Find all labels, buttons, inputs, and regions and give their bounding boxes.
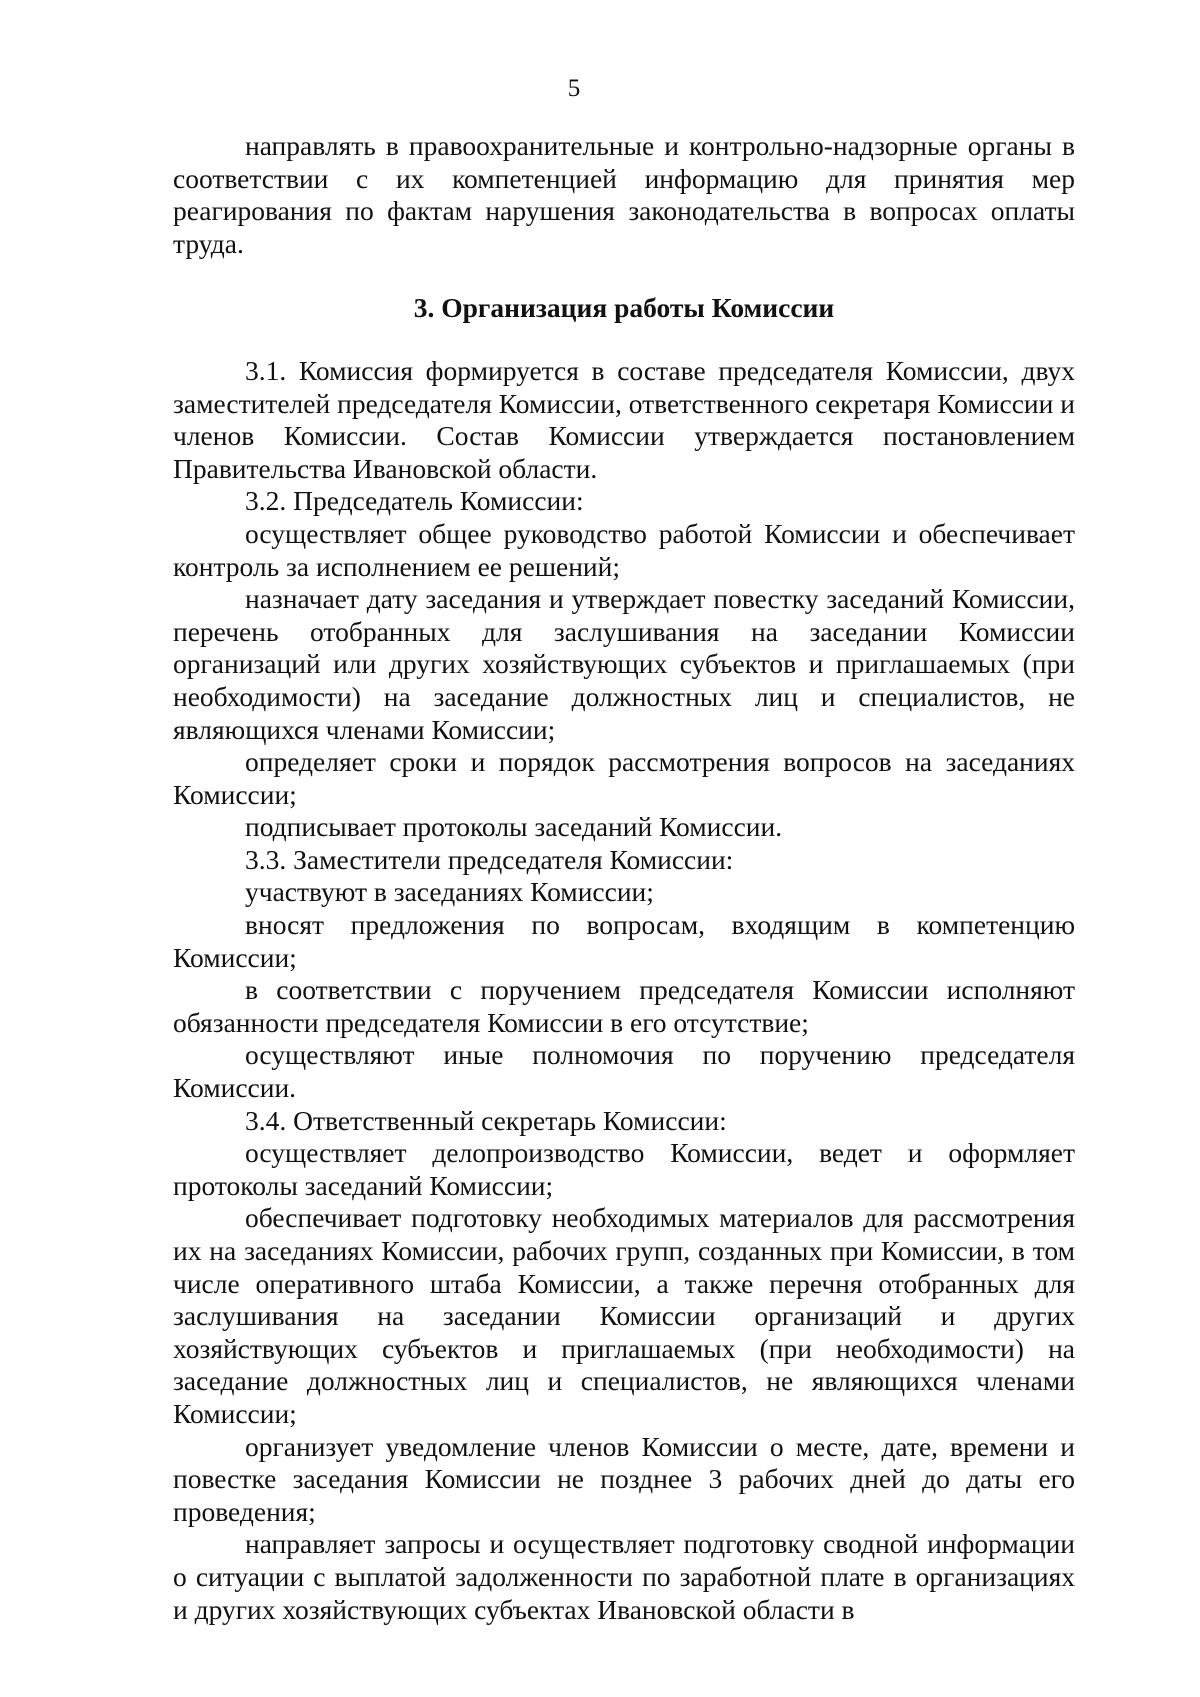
document-body [173,130,1075,1626]
paragraph: подписывает протоколы заседаний Комиссии. [245,811,783,843]
page-number: 5 [567,75,581,102]
paragraph: осуществляют иные полномочия по поручению председателя Комиссии. [173,1039,1075,1104]
paragraph: 3.2. Председатель Комиссии: [245,485,584,517]
section-title: 3. Организация работы Комиссии [413,292,835,324]
paragraph: участвуют в заседаниях Комиссии; [245,876,654,908]
paragraph: осуществляет делопроизводство Комиссии, ведет и оформляет протоколы заседаний Комиссии; [173,1137,1075,1201]
paragraph: организует уведомление членов Комиссии о месте, дате, времени и повестке заседания Комиссии не позднее 3 рабочих дней до даты его проведения; [173,1430,1075,1527]
paragraph: направляет запросы и осуществляет подготовку сводной информации о ситуации с выплатой задолженности по заработной плате в организациях и других хозяйствующих субъектах Ивановской области в [173,1528,1075,1625]
paragraph: в соответствии с поручением председателя Комиссии исполняют обязанности председателя Комиссии в его отсутствие; [173,974,1075,1038]
paragraph: осуществляет общее руководство работой Комиссии и обеспечивает контроль за исполнением ее решений; [173,517,1075,582]
paragraph: 3.3. Заместители председателя Комиссии: [245,843,734,875]
paragraph: определяет сроки и порядок рассмотрения вопросов на заседаниях Комиссии; [173,746,1075,810]
paragraph: обеспечивает подготовку необходимых материалов для рассмотрения их на заседаниях Комиссии, рабочих групп, созданных при Комиссии, в том числе оперативного штаба Комиссии, а также перечня отобранных для заслушивания на заседании Комиссии организаций и других хозяйствующих субъектов и приглашаемых (при необходимости) на заседание должностных лиц и специалистов, не являющихся членами Комиссии; [173,1202,1075,1429]
paragraph: 3.1. Комиссия формируется в составе председателя Комиссии, двух заместителей председателя Комиссии, ответственного секретаря Комиссии и членов Комиссии. Состав Комиссии утверждается постановлением Правительства Ивановской области. [173,354,1075,484]
intro-paragraph: направлять в правоохранительные и контрольно-надзорные органы в соответствии с их компетенцией информацию для принятия мер реагирования по фактам нарушения законодательства в вопросах оплаты труда. [173,130,1075,259]
paragraph: 3.4. Ответственный секретарь Комиссии: [245,1104,727,1136]
paragraph: вносят предложения по вопросам, входящим в компетенцию Комиссии; [173,909,1075,973]
paragraph: назначает дату заседания и утверждает повестку заседаний Комиссии, перечень отобранных для заслушивания на заседании Комиссии организаций или других хозяйствующих субъектов и приглашаемых (при необходимости) на заседание должностных лиц и специалистов, не являющихся членами Комиссии; [173,583,1075,745]
